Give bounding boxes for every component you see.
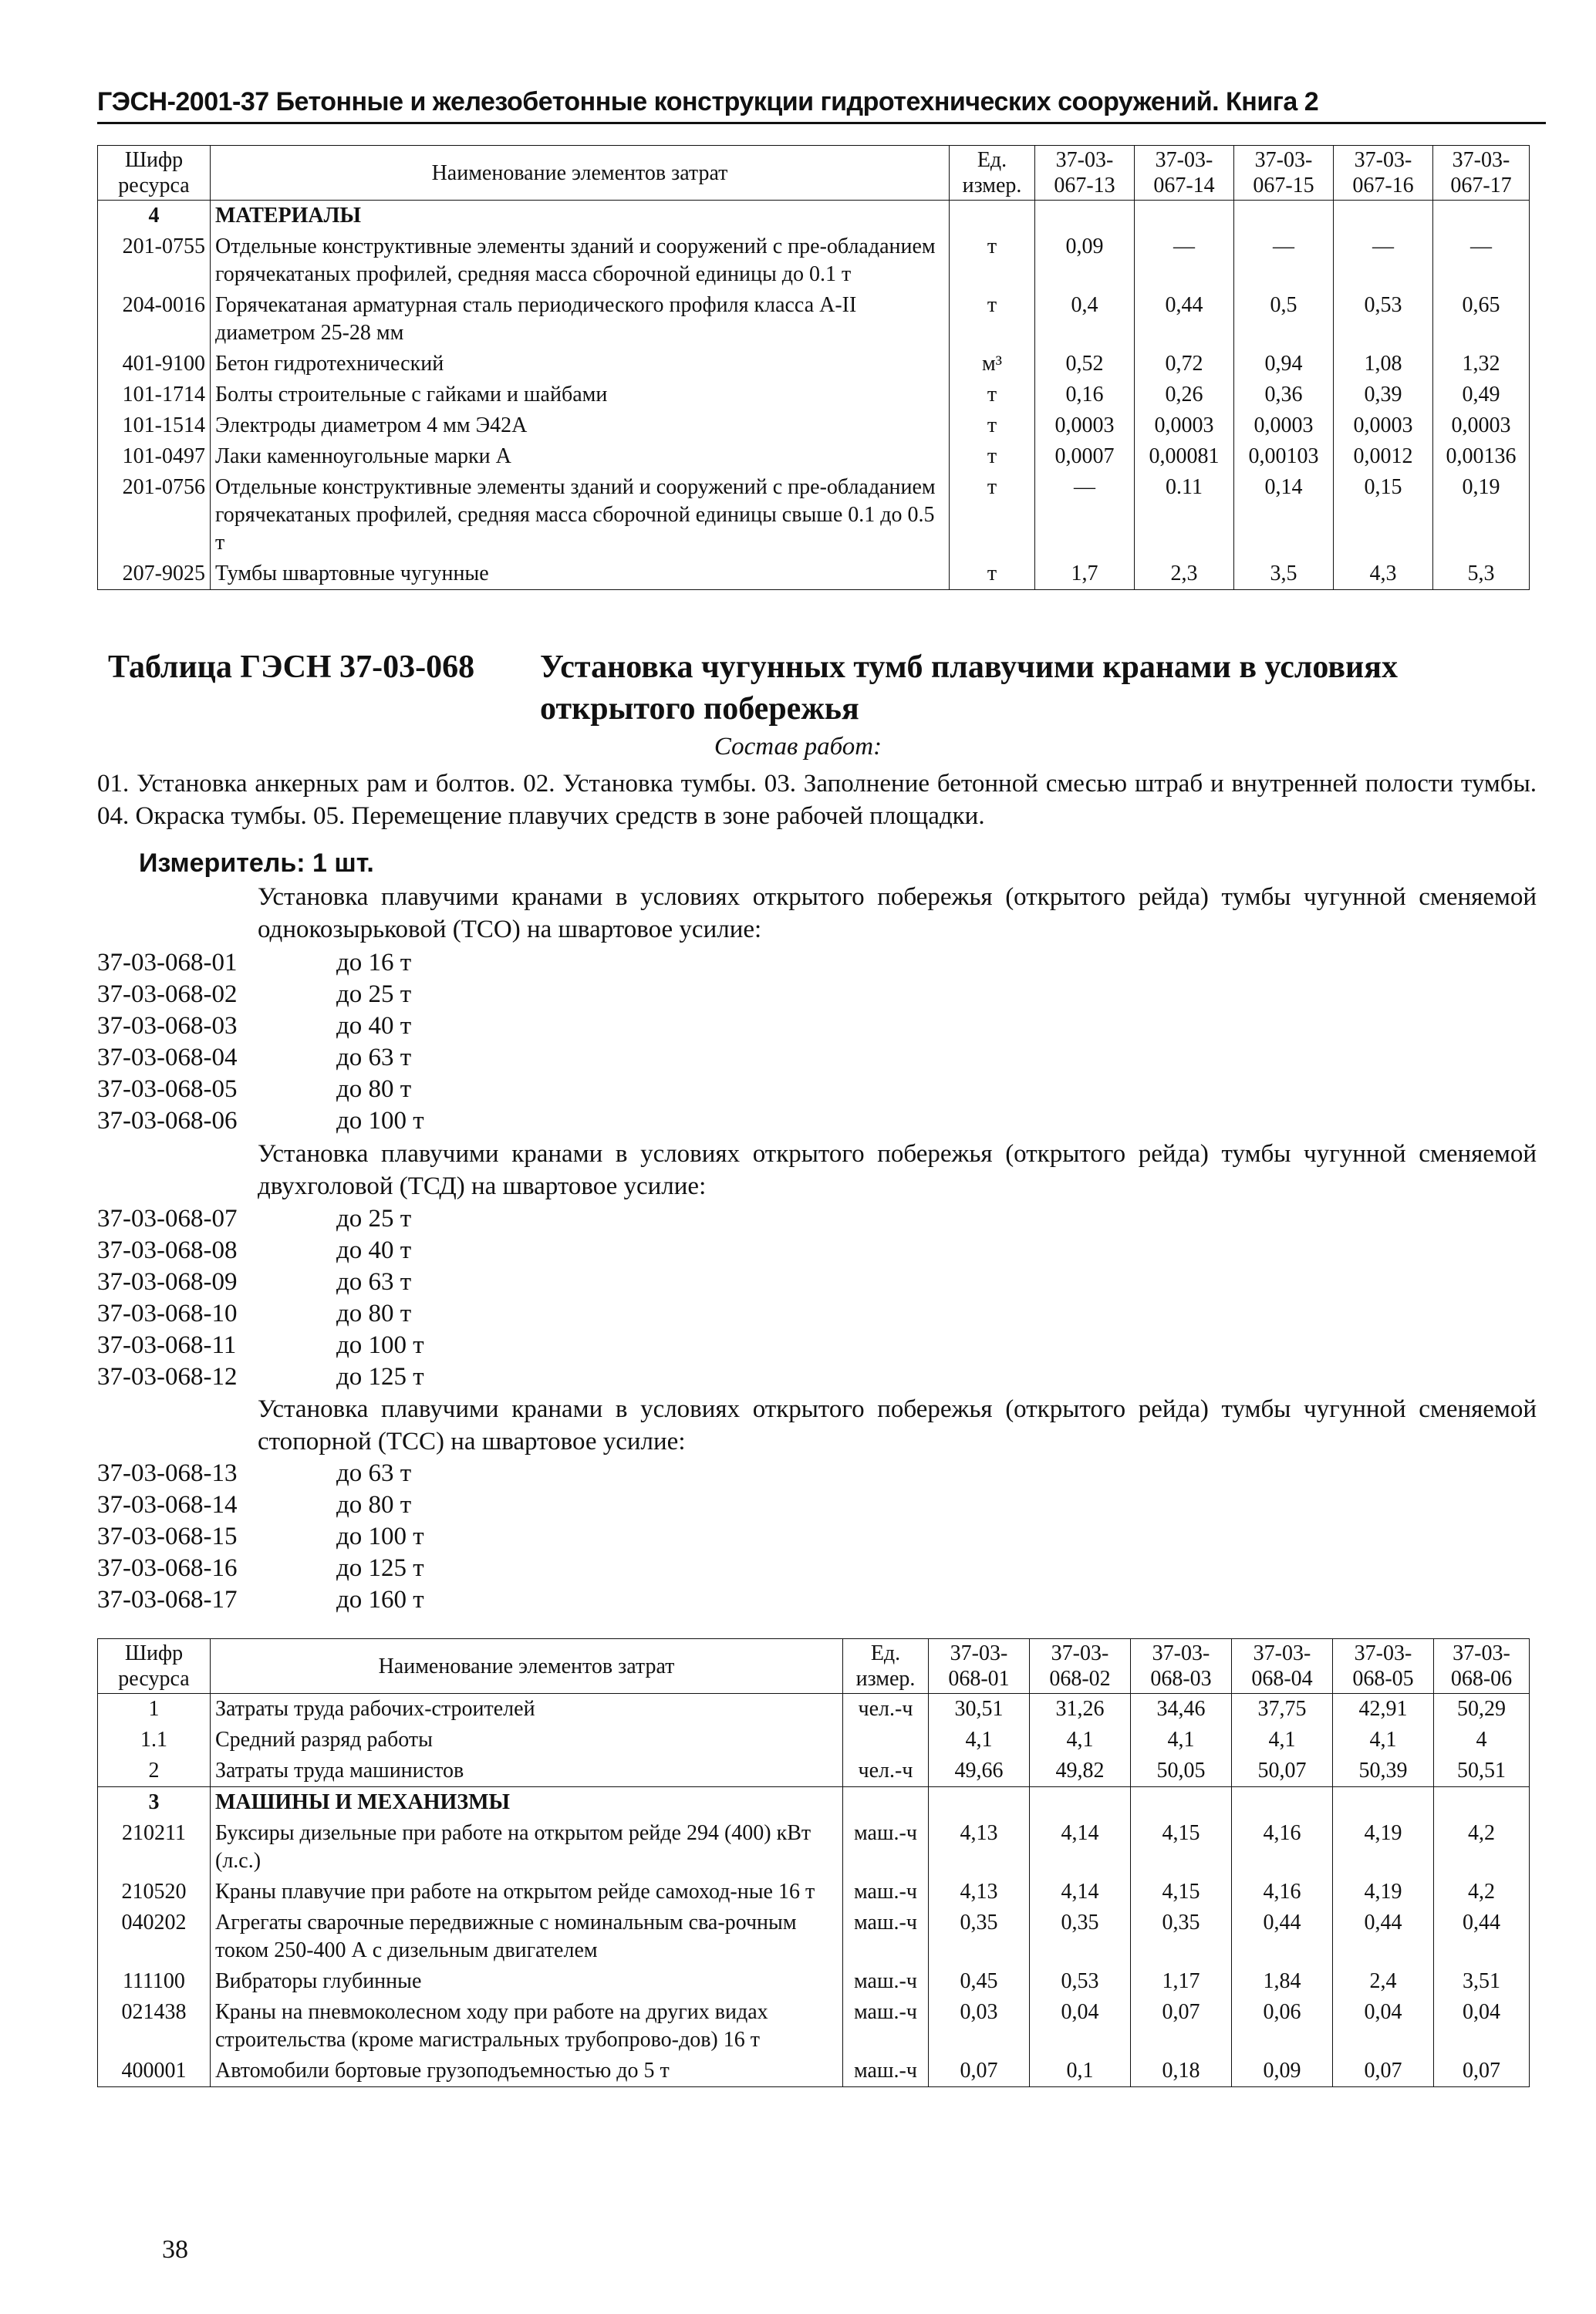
list-item — [97, 1235, 411, 1266]
cell-value: — — [1135, 231, 1234, 290]
cell-unit: т — [950, 290, 1035, 349]
table-label: Таблица ГЭСН 37-03-068 — [108, 649, 475, 685]
col-header-c2: 37-03-067-14 — [1135, 146, 1234, 201]
cell-value — [1334, 201, 1433, 232]
item-value: до 16 т — [336, 949, 412, 977]
cell-value: 4,1 — [1030, 1725, 1131, 1756]
item-value: до 63 т — [336, 1044, 412, 1071]
cell-value: 1,08 — [1334, 349, 1433, 379]
cell-value: 34,46 — [1131, 1694, 1232, 1725]
group-description: Установка плавучими кранами в условиях открытого побережья (открытого рейда) тумбы чугунной сменяемой стопорной (ТСС) на швартовое усилие: — [258, 1395, 1537, 1456]
cell-value: 4,13 — [929, 1818, 1030, 1877]
cell-value: 0,15 — [1334, 472, 1433, 558]
cell-value: 4,19 — [1333, 1818, 1434, 1877]
list-item — [97, 1489, 411, 1520]
cell-name: Болты строительные с гайками и шайбами — [211, 379, 950, 410]
cell-unit: маш.-ч — [843, 1818, 929, 1877]
group-description: Установка плавучими кранами в условиях открытого побережья (открытого рейда) тумбы чугунной сменяемой двухголовой (ТСД) на швартовое усилие: — [258, 1140, 1537, 1200]
cell-value: 30,51 — [929, 1694, 1030, 1725]
item-value: до 100 т — [336, 1523, 424, 1550]
cell-value: 0,44 — [1232, 1908, 1333, 1966]
cell-value: 50,51 — [1434, 1756, 1530, 1787]
cell-unit: маш.-ч — [843, 1877, 929, 1908]
item-value: до 100 т — [336, 1107, 424, 1135]
cell-code: 207-9025 — [98, 558, 211, 590]
page-number: 38 — [162, 2235, 188, 2264]
cell-value: 49,66 — [929, 1756, 1030, 1787]
cell-value: 0,04 — [1434, 1997, 1530, 2056]
cell-value: 0,53 — [1030, 1966, 1131, 1997]
col-header-c1: 37-03-067-13 — [1035, 146, 1135, 201]
col-header-c4: 37-03-067-16 — [1334, 146, 1433, 201]
cell-value: 3,51 — [1434, 1966, 1530, 1997]
cell-value: 0,07 — [1131, 1997, 1232, 2056]
item-code: 37-03-068-13 — [97, 1459, 238, 1487]
col-header-unit: Ед. измер. — [843, 1639, 929, 1694]
cell-value: 0,03 — [929, 1997, 1030, 2056]
col-header-code: Шифр ресурса — [98, 1639, 211, 1694]
cell-value: 2,3 — [1135, 558, 1234, 590]
list-item — [97, 1584, 424, 1615]
table-row — [98, 2056, 1530, 2087]
cell-value — [1433, 201, 1530, 232]
cell-code: 4 — [98, 201, 211, 232]
cell-value: 0,00081 — [1135, 441, 1234, 472]
cell-code: 101-1514 — [98, 410, 211, 441]
cell-name: Бетон гидротехнический — [211, 349, 950, 379]
cell-value: 0,65 — [1433, 290, 1530, 349]
cell-unit: т — [950, 558, 1035, 590]
cell-name: Вибраторы глубинные — [211, 1966, 843, 1997]
running-header: ГЭСН-2001-37 Бетонные и железобетонные конструкции гидротехнических сооружений. Книга 2 — [97, 85, 1546, 124]
cell-value — [1135, 201, 1234, 232]
item-code: 37-03-068-10 — [97, 1300, 238, 1327]
cell-value: 0,04 — [1030, 1997, 1131, 2056]
cell-value: 0,16 — [1035, 379, 1135, 410]
col-header-name: Наименование элементов затрат — [211, 1639, 843, 1694]
cell-value: 0,06 — [1232, 1997, 1333, 2056]
cell-value: 4,1 — [1131, 1725, 1232, 1756]
list-item — [97, 979, 411, 1010]
item-code: 37-03-068-17 — [97, 1586, 238, 1614]
table-row — [98, 379, 1530, 410]
cell-value — [1333, 1787, 1434, 1819]
cell-value: 0,39 — [1334, 379, 1433, 410]
table-row — [98, 1725, 1530, 1756]
cell-value: 4,1 — [1333, 1725, 1434, 1756]
cell-code: 040202 — [98, 1908, 211, 1966]
cell-value: 4,1 — [1232, 1725, 1333, 1756]
cell-value: 0,35 — [1131, 1908, 1232, 1966]
cell-value: 4,19 — [1333, 1877, 1434, 1908]
cell-unit: маш.-ч — [843, 1966, 929, 1997]
list-item — [97, 1458, 411, 1489]
col-header-c4: 37-03-068-04 — [1232, 1639, 1333, 1694]
cell-value: 50,05 — [1131, 1756, 1232, 1787]
cell-value — [929, 1787, 1030, 1819]
cell-value: 0,5 — [1234, 290, 1334, 349]
list-item — [97, 1074, 411, 1105]
cell-value: 0,0003 — [1433, 410, 1530, 441]
cell-value — [1434, 1787, 1530, 1819]
list-item — [97, 1042, 411, 1073]
list-item — [97, 1203, 411, 1234]
cell-value: 1,84 — [1232, 1966, 1333, 1997]
table-row — [98, 290, 1530, 349]
cell-code: 210211 — [98, 1818, 211, 1877]
cell-code: 1.1 — [98, 1725, 211, 1756]
cell-value: 0,36 — [1234, 379, 1334, 410]
cell-value: 0,44 — [1333, 1908, 1434, 1966]
item-code: 37-03-068-16 — [97, 1554, 238, 1582]
item-value: до 125 т — [336, 1554, 424, 1582]
table-row — [98, 558, 1530, 590]
cell-unit: т — [950, 379, 1035, 410]
cell-value: 0,07 — [929, 2056, 1030, 2087]
item-code: 37-03-068-03 — [97, 1012, 238, 1040]
cell-code: 021438 — [98, 1997, 211, 2056]
resource-table-068 — [97, 1638, 1530, 2087]
cell-value: 31,26 — [1030, 1694, 1131, 1725]
table-row — [98, 231, 1530, 290]
cell-value: 4 — [1434, 1725, 1530, 1756]
cell-value: 42,91 — [1333, 1694, 1434, 1725]
list-item — [97, 1361, 424, 1392]
cell-code: 3 — [98, 1787, 211, 1819]
cell-value: 4,2 — [1434, 1818, 1530, 1877]
list-item — [97, 1553, 424, 1584]
cell-value: 1,7 — [1035, 558, 1135, 590]
table-row — [98, 1877, 1530, 1908]
cell-value: 0,07 — [1434, 2056, 1530, 2087]
cell-name: Средний разряд работы — [211, 1725, 843, 1756]
work-composition-text: 01. Установка анкерных рам и болтов. 02. Установка тумбы. 03. Заполнение бетонной смесью штраб и внутренней полости тумбы. 04. Окраска тумбы. 05. Перемещение плавучих средств в зоне рабочей площадки. — [97, 770, 1537, 830]
list-item — [97, 1010, 411, 1041]
cell-value: 4,16 — [1232, 1818, 1333, 1877]
cell-value: 1,32 — [1433, 349, 1530, 379]
cell-value: 50,29 — [1434, 1694, 1530, 1725]
table-header-row — [98, 146, 1530, 201]
cell-value — [1030, 1787, 1131, 1819]
cell-value: 0,19 — [1433, 472, 1530, 558]
table-row — [98, 1694, 1530, 1725]
cell-value: 0,0012 — [1334, 441, 1433, 472]
cell-unit: маш.-ч — [843, 2056, 929, 2087]
cell-code: 210520 — [98, 1877, 211, 1908]
cell-value — [1232, 1787, 1333, 1819]
cell-unit: чел.-ч — [843, 1694, 929, 1725]
list-item — [97, 1330, 424, 1361]
list-item — [97, 947, 411, 978]
group-description: Установка плавучими кранами в условиях открытого побережья (открытого рейда) тумбы чугунной сменяемой однокозырьковой (ТСО) на швартовое усилие: — [258, 883, 1537, 943]
cell-code: 101-0497 — [98, 441, 211, 472]
cell-value: 0,0007 — [1035, 441, 1135, 472]
cell-value: 0,09 — [1232, 2056, 1333, 2087]
cell-code: 111100 — [98, 1966, 211, 1997]
cell-unit: маш.-ч — [843, 1997, 929, 2056]
cell-value: 0,00136 — [1433, 441, 1530, 472]
list-item — [97, 1521, 424, 1552]
item-code: 37-03-068-04 — [97, 1044, 238, 1071]
cell-value: 0,0003 — [1234, 410, 1334, 441]
cell-value: 50,07 — [1232, 1756, 1333, 1787]
cell-unit: т — [950, 410, 1035, 441]
cell-value: 0,72 — [1135, 349, 1234, 379]
col-header-c5: 37-03-067-17 — [1433, 146, 1530, 201]
cell-name: Агрегаты сварочные передвижные с номинальным сва-рочным током 250-400 А с дизельным двигателем — [211, 1908, 843, 1966]
item-code: 37-03-068-02 — [97, 980, 238, 1008]
cell-value: 4,15 — [1131, 1877, 1232, 1908]
cell-value: 0,53 — [1334, 290, 1433, 349]
cell-name: Электроды диаметром 4 мм Э42А — [211, 410, 950, 441]
item-code: 37-03-068-05 — [97, 1075, 238, 1103]
cell-unit: м³ — [950, 349, 1035, 379]
item-value: до 160 т — [336, 1586, 424, 1614]
col-header-c5: 37-03-068-05 — [1333, 1639, 1434, 1694]
cell-value: 0,07 — [1333, 2056, 1434, 2087]
col-header-c1: 37-03-068-01 — [929, 1639, 1030, 1694]
list-item — [97, 1267, 411, 1297]
item-code: 37-03-068-12 — [97, 1363, 238, 1391]
item-code: 37-03-068-06 — [97, 1107, 238, 1135]
cell-value — [1234, 201, 1334, 232]
item-value: до 63 т — [336, 1268, 412, 1296]
table-heading: Установка чугунных тумб плавучими кранами в условиях открытого побережья — [540, 649, 1398, 727]
cell-unit — [843, 1725, 929, 1756]
item-code: 37-03-068-15 — [97, 1523, 238, 1550]
work-composition-label: Состав работ: — [714, 733, 882, 761]
item-code: 37-03-068-09 — [97, 1268, 238, 1296]
cell-value: 0,44 — [1135, 290, 1234, 349]
cell-value: 4,2 — [1434, 1877, 1530, 1908]
cell-value: 49,82 — [1030, 1756, 1131, 1787]
cell-value: — — [1234, 231, 1334, 290]
cell-name: Тумбы швартовные чугунные — [211, 558, 950, 590]
item-code: 37-03-068-14 — [97, 1491, 238, 1519]
cell-name: Затраты труда рабочих-строителей — [211, 1694, 843, 1725]
cell-value: 0,0003 — [1135, 410, 1234, 441]
cell-code: 400001 — [98, 2056, 211, 2087]
list-item — [97, 1298, 411, 1329]
table-row — [98, 1997, 1530, 2056]
list-item — [97, 1105, 424, 1136]
cell-value: 4,15 — [1131, 1818, 1232, 1877]
cell-name: МАШИНЫ И МЕХАНИЗМЫ — [211, 1787, 843, 1819]
table-row — [98, 349, 1530, 379]
cell-code: 101-1714 — [98, 379, 211, 410]
cell-value: 0,18 — [1131, 2056, 1232, 2087]
cell-code: 201-0756 — [98, 472, 211, 558]
item-value: до 125 т — [336, 1363, 424, 1391]
cell-name: Отдельные конструктивные элементы зданий и сооружений с пре-обладанием горячекатаных профилей, средняя масса сборочной единицы до 0.1 т — [211, 231, 950, 290]
cell-value: 0,1 — [1030, 2056, 1131, 2087]
col-header-c3: 37-03-068-03 — [1131, 1639, 1232, 1694]
cell-value: 0,14 — [1234, 472, 1334, 558]
col-header-c6: 37-03-068-06 — [1434, 1639, 1530, 1694]
cell-value: 4,3 — [1334, 558, 1433, 590]
col-header-name: Наименование элементов затрат — [211, 146, 950, 201]
item-value: до 40 т — [336, 1012, 412, 1040]
col-header-c2: 37-03-068-02 — [1030, 1639, 1131, 1694]
table-header-row — [98, 1639, 1530, 1694]
cell-name: Отдельные конструктивные элементы зданий и сооружений с пре-обладанием горячекатаных профилей, средняя масса сборочной единицы свыше 0.1 до 0.5 т — [211, 472, 950, 558]
cell-unit: маш.-ч — [843, 1908, 929, 1966]
cell-value: 0,45 — [929, 1966, 1030, 1997]
item-value: до 25 т — [336, 1205, 412, 1233]
table-row — [98, 410, 1530, 441]
cell-value: 1,17 — [1131, 1966, 1232, 1997]
item-value: до 80 т — [336, 1491, 412, 1519]
cell-value: 50,39 — [1333, 1756, 1434, 1787]
item-code: 37-03-068-01 — [97, 949, 238, 977]
cell-name: Автомобили бортовые грузоподъемностью до 5 т — [211, 2056, 843, 2087]
cell-value — [1131, 1787, 1232, 1819]
table-row — [98, 472, 1530, 558]
item-value: до 25 т — [336, 980, 412, 1008]
resource-table-067 — [97, 145, 1530, 590]
cell-code: 1 — [98, 1694, 211, 1725]
table-row — [98, 1908, 1530, 1966]
cell-unit: т — [950, 472, 1035, 558]
cell-code: 401-9100 — [98, 349, 211, 379]
cell-value: 0,4 — [1035, 290, 1135, 349]
item-value: до 40 т — [336, 1236, 412, 1264]
cell-value: 2,4 — [1333, 1966, 1434, 1997]
cell-unit — [950, 201, 1035, 232]
item-value: до 100 т — [336, 1331, 424, 1359]
cell-value: 0,0003 — [1334, 410, 1433, 441]
table-row — [98, 1966, 1530, 1997]
cell-value — [1035, 201, 1135, 232]
cell-value: 0,49 — [1433, 379, 1530, 410]
cell-value: — — [1433, 231, 1530, 290]
cell-value: 0,44 — [1434, 1908, 1530, 1966]
cell-value: 4,14 — [1030, 1877, 1131, 1908]
cell-name: Краны плавучие при работе на открытом рейде самоход-ные 16 т — [211, 1877, 843, 1908]
cell-value: 4,14 — [1030, 1818, 1131, 1877]
table-row — [98, 1818, 1530, 1877]
cell-value: 3,5 — [1234, 558, 1334, 590]
table-row — [98, 201, 1530, 232]
cell-code: 2 — [98, 1756, 211, 1787]
cell-value: 0,26 — [1135, 379, 1234, 410]
cell-code: 201-0755 — [98, 231, 211, 290]
cell-value: 4,1 — [929, 1725, 1030, 1756]
cell-name: Затраты труда машинистов — [211, 1756, 843, 1787]
cell-value: 4,13 — [929, 1877, 1030, 1908]
cell-value: 0.11 — [1135, 472, 1234, 558]
item-code: 37-03-068-07 — [97, 1205, 238, 1233]
cell-value: 0,09 — [1035, 231, 1135, 290]
cell-value: 37,75 — [1232, 1694, 1333, 1725]
cell-value: 0,0003 — [1035, 410, 1135, 441]
cell-code: 204-0016 — [98, 290, 211, 349]
cell-value: 0,35 — [929, 1908, 1030, 1966]
cell-value: 0,52 — [1035, 349, 1135, 379]
col-header-c3: 37-03-067-15 — [1234, 146, 1334, 201]
cell-value: — — [1334, 231, 1433, 290]
cell-name: Горячекатаная арматурная сталь периодического профиля класса A-II диаметром 25-28 мм — [211, 290, 950, 349]
measurer: Измеритель: 1 шт. — [139, 848, 374, 878]
cell-name: МАТЕРИАЛЫ — [211, 201, 950, 232]
table-row — [98, 1787, 1530, 1819]
item-value: до 80 т — [336, 1300, 412, 1327]
cell-value: 0,35 — [1030, 1908, 1131, 1966]
cell-value: 0,04 — [1333, 1997, 1434, 2056]
col-header-unit: Ед. измер. — [950, 146, 1035, 201]
col-header-code: Шифр ресурса — [98, 146, 211, 201]
cell-value: 0,00103 — [1234, 441, 1334, 472]
cell-name: Буксиры дизельные при работе на открытом рейде 294 (400) кВт (л.с.) — [211, 1818, 843, 1877]
cell-unit: т — [950, 231, 1035, 290]
cell-name: Лаки каменноугольные марки А — [211, 441, 950, 472]
table-row — [98, 1756, 1530, 1787]
item-code: 37-03-068-08 — [97, 1236, 238, 1264]
cell-value: 5,3 — [1433, 558, 1530, 590]
cell-unit — [843, 1787, 929, 1819]
cell-name: Краны на пневмоколесном ходу при работе на других видах строительства (кроме магистральных трубопрово-дов) 16 т — [211, 1997, 843, 2056]
cell-value: 0,94 — [1234, 349, 1334, 379]
item-code: 37-03-068-11 — [97, 1331, 237, 1359]
cell-value: 4,16 — [1232, 1877, 1333, 1908]
item-value: до 63 т — [336, 1459, 412, 1487]
cell-unit: т — [950, 441, 1035, 472]
item-value: до 80 т — [336, 1075, 412, 1103]
table-row — [98, 441, 1530, 472]
cell-unit: чел.-ч — [843, 1756, 929, 1787]
cell-value: — — [1035, 472, 1135, 558]
